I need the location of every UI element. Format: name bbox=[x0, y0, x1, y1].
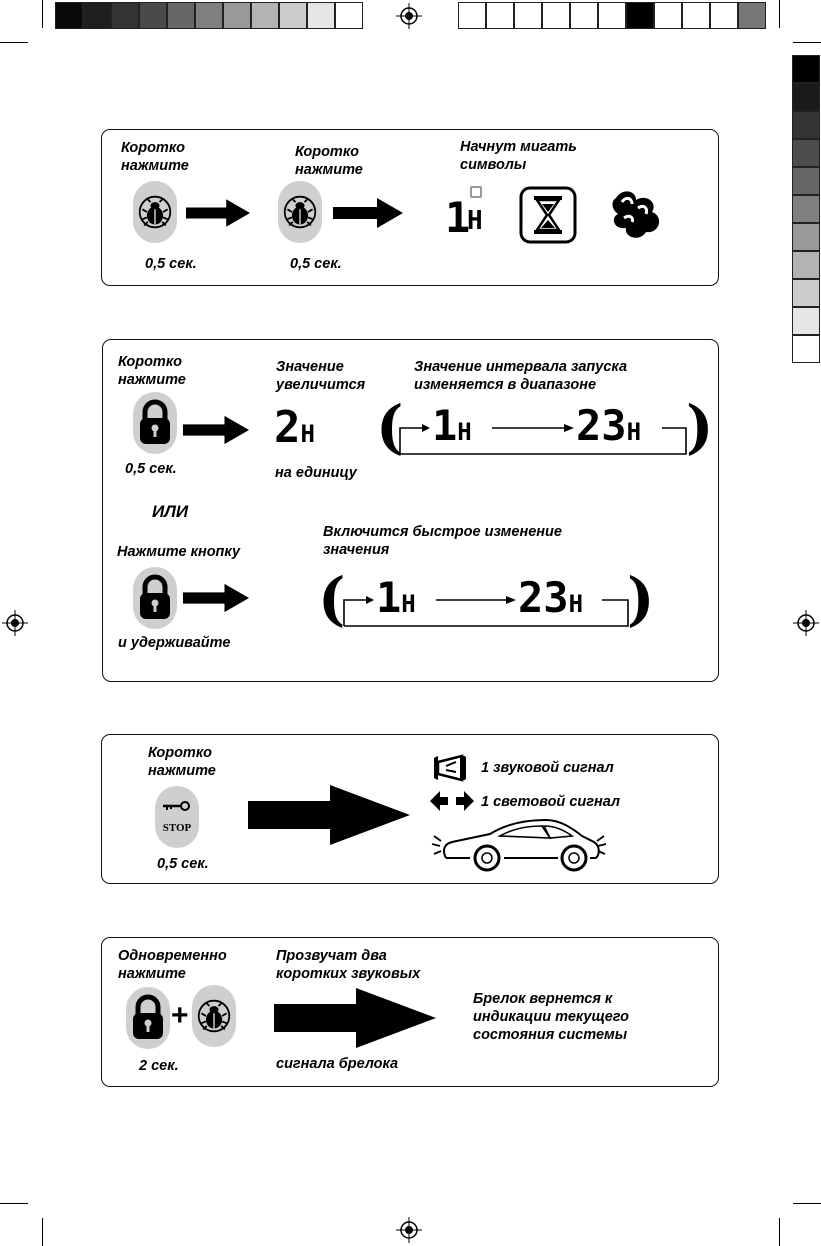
scarab-icon bbox=[278, 181, 322, 243]
fast-change-text: Включится быстрое изменение значения bbox=[323, 524, 562, 558]
crop-mark bbox=[779, 1218, 780, 1246]
large-arrow-icon bbox=[274, 988, 436, 1048]
lock-icon bbox=[126, 987, 170, 1049]
lcd-digit: 23 bbox=[576, 401, 627, 450]
scarab-button[interactable] bbox=[278, 181, 322, 243]
arrow-icon bbox=[333, 198, 403, 228]
color-swatch bbox=[792, 307, 820, 335]
hourglass-icon bbox=[519, 186, 577, 244]
hold-text: и удерживайте bbox=[118, 635, 231, 651]
lcd-value-display bbox=[274, 404, 334, 454]
color-swatch bbox=[654, 2, 682, 29]
color-swatch bbox=[598, 2, 626, 29]
color-swatch bbox=[486, 2, 514, 29]
color-swatch bbox=[139, 2, 167, 29]
arrow-icon bbox=[183, 583, 249, 613]
color-swatch bbox=[307, 2, 335, 29]
key-stop-icon bbox=[155, 786, 199, 848]
lcd-range-to bbox=[518, 574, 583, 628]
lcd-unit: H bbox=[457, 418, 472, 446]
lcd-range-to bbox=[576, 402, 641, 456]
beeps-end-text: сигнала брелока bbox=[276, 1056, 399, 1072]
crosshair-icon bbox=[396, 3, 422, 29]
lcd-unit: H bbox=[401, 590, 416, 618]
scarab-icon bbox=[133, 181, 177, 243]
color-swatch bbox=[792, 195, 820, 223]
lock-icon bbox=[133, 567, 177, 629]
color-swatch bbox=[710, 2, 738, 29]
large-arrow-icon bbox=[248, 785, 410, 845]
color-swatch bbox=[542, 2, 570, 29]
plus-sign: + bbox=[171, 999, 189, 1032]
instruction-press-short: Коротко нажмите bbox=[148, 745, 216, 779]
color-swatch bbox=[792, 223, 820, 251]
blinker-arrows-icon bbox=[430, 790, 474, 812]
lock-button[interactable] bbox=[133, 567, 177, 629]
paren-right: ) bbox=[627, 565, 655, 633]
paren-left: ( bbox=[376, 393, 404, 461]
lock-button[interactable] bbox=[133, 392, 177, 454]
color-swatch bbox=[792, 279, 820, 307]
two-beeps-text: Прозвучат два коротких звуковых bbox=[276, 948, 421, 982]
color-swatch bbox=[626, 2, 654, 29]
color-swatch bbox=[458, 2, 486, 29]
crop-mark bbox=[0, 42, 28, 43]
color-swatch bbox=[792, 139, 820, 167]
paren-left: ( bbox=[318, 565, 346, 633]
crop-mark bbox=[42, 1218, 43, 1246]
lcd-unit: H bbox=[467, 206, 483, 236]
by-one-text: на единицу bbox=[275, 465, 357, 481]
scarab-button[interactable] bbox=[133, 181, 177, 243]
lcd-unit: H bbox=[300, 420, 315, 448]
color-swatch bbox=[335, 2, 363, 29]
instruction-press-short: Коротко нажмите bbox=[295, 144, 363, 178]
arrow-icon bbox=[186, 198, 250, 228]
crop-mark bbox=[42, 0, 43, 28]
crop-mark bbox=[793, 1203, 821, 1204]
paren-right: ) bbox=[686, 393, 714, 461]
crop-mark bbox=[779, 0, 780, 28]
cloud-icon bbox=[608, 184, 666, 244]
lcd-digit: 23 bbox=[518, 573, 569, 622]
lcd-unit: H bbox=[626, 418, 642, 446]
duration-label: 0,5 сек. bbox=[290, 256, 342, 272]
crop-mark bbox=[793, 42, 821, 43]
duration-label: 0,5 сек. bbox=[125, 461, 177, 477]
color-swatch bbox=[251, 2, 279, 29]
value-increase-text: Значение увеличится bbox=[276, 359, 366, 393]
lcd-digit: 1 bbox=[376, 573, 402, 622]
color-swatch bbox=[279, 2, 307, 29]
scarab-icon bbox=[192, 985, 236, 1047]
instruction-press-short: Коротко нажмите bbox=[121, 140, 189, 174]
color-swatch bbox=[195, 2, 223, 29]
scarab-button[interactable] bbox=[192, 985, 236, 1047]
color-swatch bbox=[792, 83, 820, 111]
light-signal-text: 1 световой сигнал bbox=[481, 794, 620, 810]
or-label: ИЛИ bbox=[152, 502, 189, 521]
instruction-simultaneous: Одновременно нажмите bbox=[118, 948, 227, 982]
instruction-press-short: Коротко нажмите bbox=[118, 354, 186, 388]
lock-button[interactable] bbox=[126, 987, 170, 1049]
lcd-range-from bbox=[376, 574, 416, 628]
lcd-digit: 1 bbox=[432, 401, 458, 450]
color-swatch bbox=[792, 251, 820, 279]
stop-button[interactable] bbox=[155, 786, 199, 848]
instruction-press-hold: Нажмите кнопку bbox=[117, 544, 241, 560]
color-swatch bbox=[83, 2, 111, 29]
color-swatch bbox=[682, 2, 710, 29]
lcd-hours-display bbox=[445, 186, 491, 244]
color-swatch bbox=[55, 2, 83, 29]
color-swatch bbox=[514, 2, 542, 29]
color-swatch bbox=[111, 2, 139, 29]
sound-signal-text: 1 звуковой сигнал bbox=[481, 760, 614, 776]
color-swatch bbox=[167, 2, 195, 29]
lcd-digit: 2 bbox=[274, 402, 301, 453]
lcd-digit: 1 bbox=[445, 193, 471, 242]
arrow-icon bbox=[183, 415, 249, 445]
blink-segment-icon bbox=[470, 186, 482, 198]
blink-symbols-text: Начнут мигать символы bbox=[460, 139, 577, 173]
crosshair-icon bbox=[2, 610, 28, 636]
interval-range-text: Значение интервала запуска изменяется в диапазоне bbox=[414, 359, 628, 393]
car-icon bbox=[430, 814, 610, 872]
lcd-range-from bbox=[432, 402, 472, 456]
stop-label: STOP bbox=[162, 822, 192, 834]
crosshair-icon bbox=[793, 610, 819, 636]
color-swatch bbox=[570, 2, 598, 29]
color-swatch bbox=[792, 167, 820, 195]
color-swatch bbox=[223, 2, 251, 29]
color-swatch bbox=[792, 335, 820, 363]
lock-icon bbox=[133, 392, 177, 454]
crosshair-icon bbox=[396, 1217, 422, 1243]
horn-icon bbox=[430, 754, 470, 782]
duration-label: 0,5 сек. bbox=[145, 256, 197, 272]
duration-label: 0,5 сек. bbox=[157, 856, 209, 872]
color-swatch bbox=[792, 55, 820, 83]
color-swatch bbox=[792, 111, 820, 139]
lcd-unit: H bbox=[568, 590, 584, 618]
color-swatch bbox=[738, 2, 766, 29]
duration-label: 2 сек. bbox=[139, 1058, 179, 1074]
crop-mark bbox=[0, 1203, 28, 1204]
return-indication-text: Брелок вернется к индикации текущего состояния системы bbox=[473, 991, 629, 1043]
